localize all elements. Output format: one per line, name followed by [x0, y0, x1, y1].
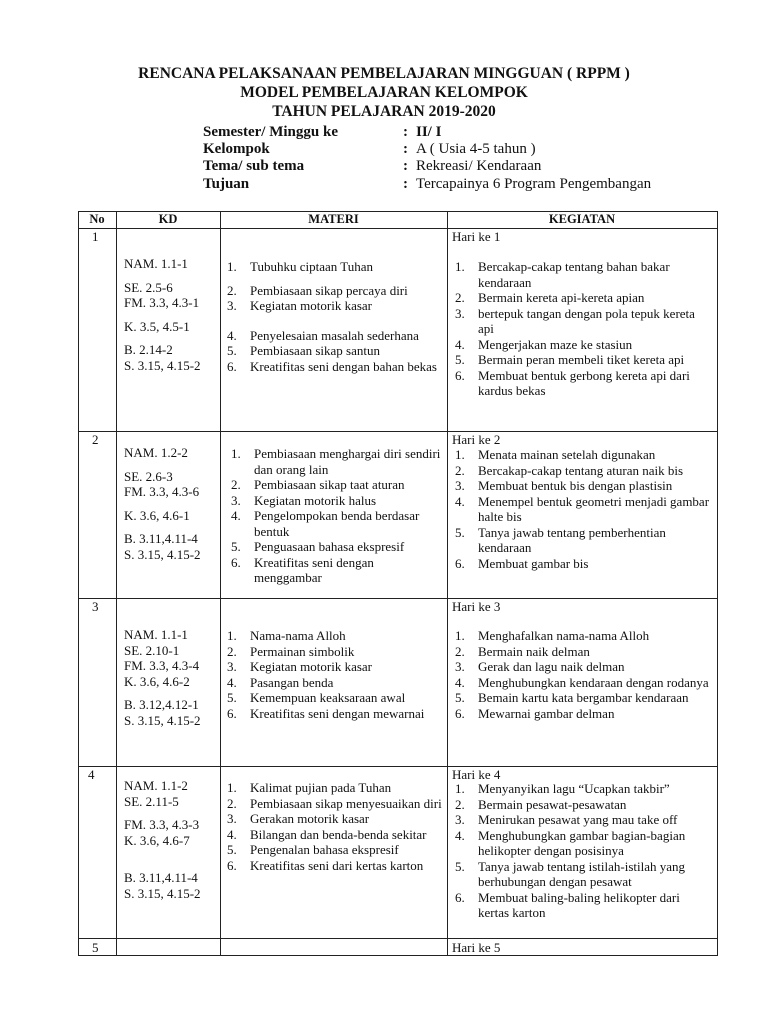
table-line [116, 211, 117, 956]
kegiatan-item: 3. Gerak dan lagu naik delman [455, 659, 625, 674]
kd-item: SE. 2.6-3 [124, 468, 173, 484]
kd-item: B. 2.14-2 [124, 342, 173, 357]
kegiatan-item: 2. Bermain kereta api-kereta apian [455, 290, 645, 305]
column-header-no: No [89, 212, 105, 226]
info-value: A ( Usia 4-5 tahun ) [416, 141, 536, 157]
kegiatan-list [452, 781, 714, 921]
kd-gap [124, 848, 218, 870]
info-label: Semester/ Minggu ke [203, 124, 338, 140]
materi-item: 4. Penyelesaian masalah sederhana [227, 327, 419, 343]
table-line [220, 211, 221, 956]
info-value: Tercapainya 6 Program Pengembangan [416, 176, 652, 192]
kd-gap [124, 334, 218, 342]
kd-item: S. 3.15, 4.15-2 [124, 885, 201, 901]
row-number: 2 [92, 432, 99, 447]
kegiatan-item: 5. Tanya jawab tentang pemberhentian kendaraan [455, 524, 666, 555]
kegiatan-item: 5. Bemain kartu kata bergambar kendaraan [455, 690, 689, 705]
table-line [78, 955, 718, 956]
column-header-kd: KD [158, 212, 178, 226]
kegiatan-item: 6. Membuat bentuk gerbong kereta api dari kardus bekas [455, 367, 690, 398]
column-header-materi: MATERI [308, 212, 359, 226]
kd-item: NAM. 1.1-1 [124, 256, 188, 271]
materi-item: 2. Permainan simbolik [227, 643, 355, 659]
kegiatan-item: 2. Bermain naik delman [455, 643, 590, 659]
materi-list [224, 780, 442, 873]
materi-item: 6. Kreatifitas seni dari kertas karton [227, 857, 424, 873]
kd-item: B. 3.11,4.11-4 [124, 531, 198, 546]
kegiatan-item: 3. Menirukan pesawat yang mau take off [455, 812, 678, 827]
hari-label: Hari ke 3 [452, 599, 501, 614]
info-value: II/ I [416, 124, 442, 140]
kd-item: S. 3.15, 4.15-2 [124, 357, 201, 373]
kd-gap [124, 523, 218, 531]
kegiatan-item: 2. Bercakap-cakap tentang aturan naik bis [455, 462, 684, 478]
kd-gap [124, 809, 218, 817]
kd-item: K. 3.6, 4.6-7 [124, 832, 190, 848]
kegiatan-item: 1. Bercakap-cakap tentang bahan bakar kendaraan [455, 259, 670, 290]
hari-label: Hari ke 2 [452, 432, 501, 447]
hari-label: Hari ke 1 [452, 229, 501, 244]
kd-item: FM. 3.3, 4.3-3 [124, 817, 200, 832]
column-header-kegiatan: KEGIATAN [548, 212, 616, 226]
materi-item: 1. Tubuhku ciptaan Tuhan [227, 259, 374, 274]
doc-title-line-2: MODEL PEMBELAJARAN KELOMPOK [240, 84, 528, 101]
kegiatan-item: 6. Mewarnai gambar delman [455, 705, 615, 721]
materi-item: 6. Kreatifitas seni dengan bahan bekas [227, 358, 437, 374]
table-line [78, 211, 79, 956]
materi-item: 5. Pengenalan bahasa ekspresif [227, 842, 399, 857]
kd-gap [124, 272, 218, 280]
hari-label: Hari ke 5 [452, 940, 501, 955]
kegiatan-item: 1. Menghafalkan nama-nama Alloh [455, 628, 650, 643]
table-line [78, 228, 718, 229]
info-colon: : [403, 158, 408, 174]
kegiatan-list [452, 447, 714, 571]
doc-title-line-1: RENCANA PELAKSANAAN PEMBELAJARAN MINGGUAN ( RPPM ) [138, 65, 630, 82]
kegiatan-item: 1. Menyanyikan lagu “Ucapkan takbir” [455, 781, 670, 796]
kd-gap [124, 311, 218, 319]
info-value: Rekreasi/ Kendaraan [416, 158, 542, 174]
row-number: 3 [92, 599, 99, 614]
kd-item: SE. 2.11-5 [124, 793, 179, 809]
materi-item: 1. Kalimat pujian pada Tuhan [227, 780, 392, 795]
materi-item: 2. Pembiasaan sikap taat aturan [231, 477, 405, 492]
kegiatan-item: 5. Tanya jawab tentang istilah-istilah yang berhubungan dengan pesawat [455, 858, 686, 889]
kd-item: FM. 3.3, 4.3-6 [124, 484, 200, 499]
kd-item: K. 3.6, 4.6-1 [124, 507, 190, 523]
info-label: Kelompok [203, 141, 270, 157]
kd-list [124, 445, 218, 562]
row-number: 1 [92, 229, 99, 244]
kegiatan-item: 4. Menempel bentuk geometri menjadi gambar halte bis [455, 493, 710, 524]
kegiatan-list [452, 259, 714, 399]
row-number: 5 [92, 940, 99, 955]
kd-gap [124, 500, 218, 508]
materi-list [224, 259, 442, 374]
kd-item: SE. 2.5-6 [124, 279, 173, 295]
materi-item: 5. Kemempuan keaksaraan awal [227, 690, 406, 705]
kd-gap [124, 689, 218, 697]
hari-label: Hari ke 4 [452, 767, 501, 782]
materi-list [224, 628, 442, 721]
info-colon: : [403, 176, 408, 192]
kd-item: FM. 3.3, 4.3-1 [124, 295, 200, 310]
materi-item: 5. Penguasaan bahasa ekspresif [231, 539, 405, 554]
table-line [78, 938, 718, 939]
kegiatan-item: 3. Membuat bentuk bis dengan plastisin [455, 478, 673, 493]
row-number: 4 [88, 767, 95, 782]
kd-item: K. 3.6, 4.6-2 [124, 673, 190, 689]
materi-item: 4. Bilangan dan benda-benda sekitar [227, 826, 427, 842]
kd-list [124, 627, 218, 728]
kd-item: B. 3.11,4.11-4 [124, 870, 198, 885]
table-line [78, 766, 718, 767]
kd-item: SE. 2.10-1 [124, 642, 180, 658]
materi-list [228, 446, 442, 586]
table-line [447, 211, 448, 956]
materi-item: 4. Pengelompokan benda berdasar bentuk [231, 508, 420, 539]
materi-item: 2. Pembiasaan sikap percaya diri [227, 282, 408, 298]
kd-item: NAM. 1.1-1 [124, 627, 188, 642]
kegiatan-item: 4. Menghubungkan gambar bagian-bagian helikopter dengan posisinya [455, 827, 686, 858]
kegiatan-item: 6. Membuat baling-baling helikopter dari kertas karton [455, 889, 680, 920]
kd-item: S. 3.15, 4.15-2 [124, 712, 201, 728]
info-label: Tema/ sub tema [203, 158, 305, 174]
table-line [78, 598, 718, 599]
kegiatan-item: 2. Bermain pesawat-pesawatan [455, 796, 627, 812]
materi-item: 4. Pasangan benda [227, 674, 334, 690]
kd-list [124, 778, 218, 901]
table-line [717, 211, 718, 956]
kd-item: K. 3.5, 4.5-1 [124, 318, 190, 334]
kegiatan-list [452, 628, 714, 721]
materi-item: 6. Kreatifitas seni dengan mewarnai [227, 705, 425, 721]
materi-item: 5. Pembiasaan sikap santun [227, 343, 380, 358]
kegiatan-item: 4. Menghubungkan kendaraan dengan rodanya [455, 674, 709, 690]
info-label: Tujuan [203, 176, 250, 192]
materi-item: 1. Pembiasaan menghargai diri sendiri dan orang lain [231, 446, 441, 477]
kd-item: NAM. 1.1-2 [124, 778, 188, 793]
materi-item: 3. Kegiatan motorik kasar [227, 659, 373, 674]
materi-item: 1. Nama-nama Alloh [227, 628, 346, 643]
kd-item: FM. 3.3, 4.3-4 [124, 658, 200, 673]
info-colon: : [403, 124, 408, 140]
kegiatan-item: 6. Membuat gambar bis [455, 555, 589, 571]
kd-item: B. 3.12,4.12-1 [124, 697, 199, 712]
materi-item: 3. Kegiatan motorik kasar [227, 298, 373, 313]
kd-gap [124, 461, 218, 469]
materi-item: 2. Pembiasaan sikap menyesuaikan diri [227, 795, 442, 811]
kegiatan-item: 5. Bermain peran membeli tiket kereta api [455, 352, 685, 367]
table-line [78, 431, 718, 432]
kd-item: S. 3.15, 4.15-2 [124, 546, 201, 562]
doc-title-line-3: TAHUN PELAJARAN 2019-2020 [272, 103, 496, 120]
info-colon: : [403, 141, 408, 157]
kd-list [124, 256, 218, 373]
materi-item: 3. Kegiatan motorik halus [231, 492, 377, 508]
kd-item: NAM. 1.2-2 [124, 445, 188, 460]
kegiatan-item: 1. Menata mainan setelah digunakan [455, 447, 656, 462]
kegiatan-item: 3. bertepuk tangan dengan pola tepuk kereta api [455, 305, 695, 336]
materi-item: 3. Gerakan motorik kasar [227, 811, 370, 826]
materi-item: 6. Kreatifitas seni dengan menggambar [231, 554, 374, 585]
kegiatan-item: 4. Mengerjakan maze ke stasiun [455, 336, 633, 352]
